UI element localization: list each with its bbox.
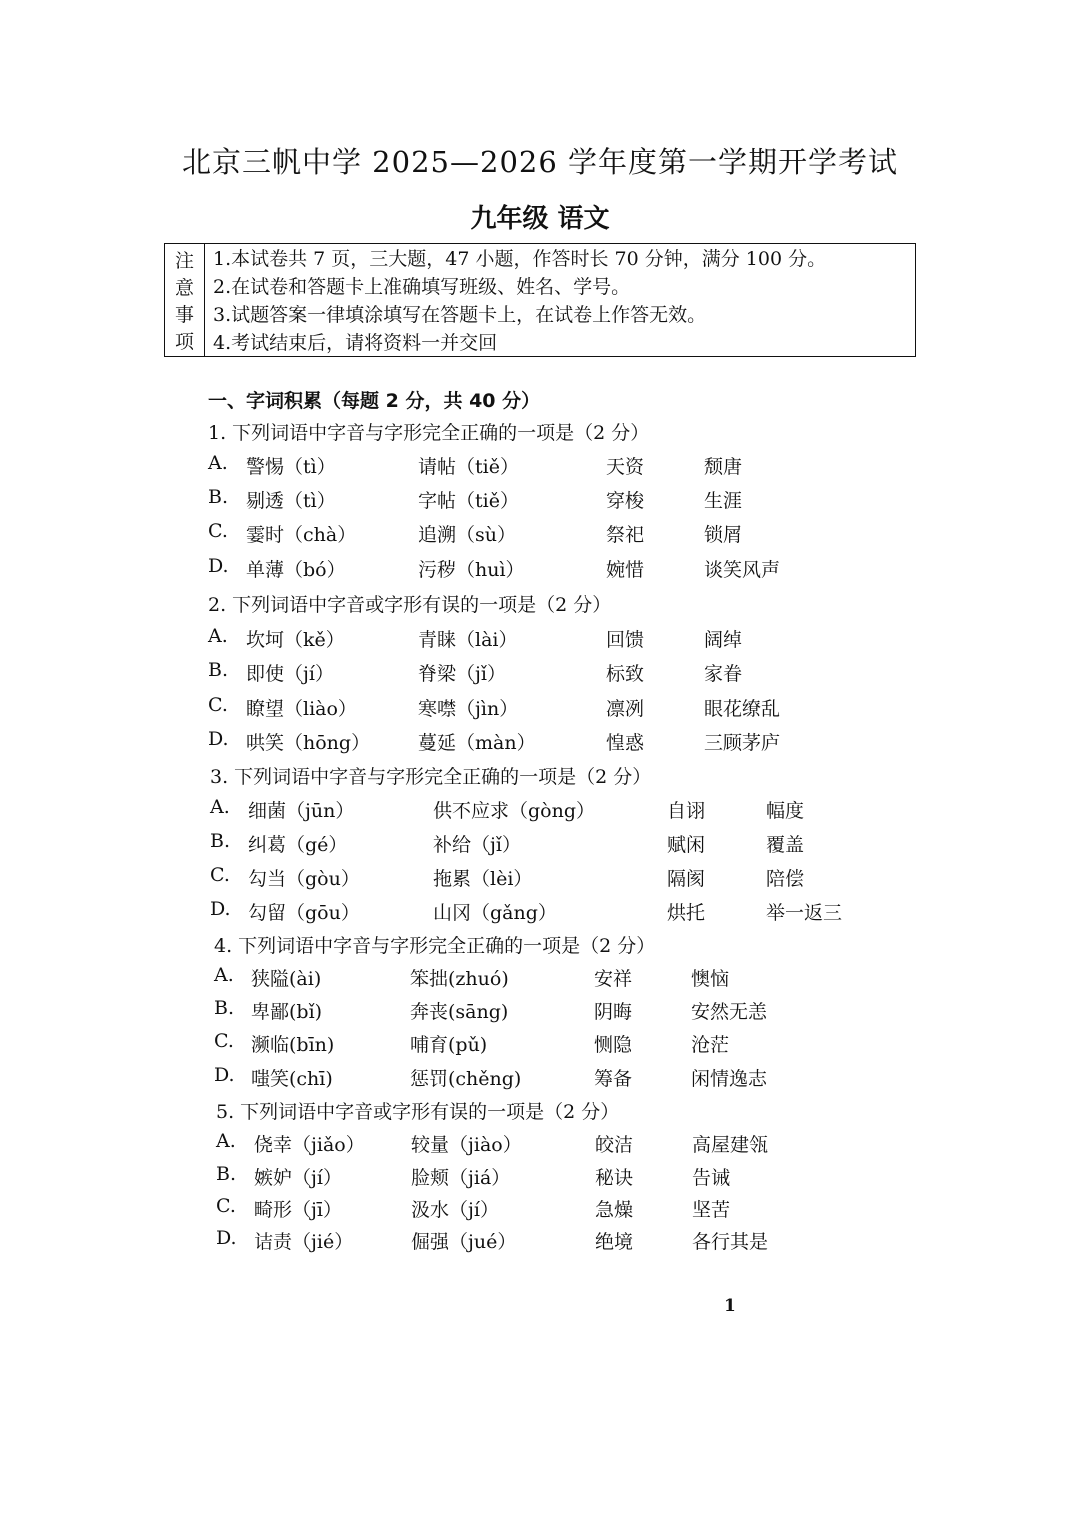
option-word-3: 惶惑 (606, 732, 645, 754)
notice-label-char: 项 (174, 331, 194, 353)
option-letter: B. (208, 659, 229, 681)
option-word-3: 秘诀 (595, 1167, 634, 1189)
option-word-3: 赋闲 (667, 834, 706, 856)
option-word-2: 寒噤（jìn） (418, 698, 519, 720)
option-word-3: 安祥 (594, 968, 633, 990)
option-word-3: 回馈 (606, 629, 645, 651)
option-word-1: 瞭望（liào） (246, 698, 357, 720)
option-word-4: 谈笑风声 (704, 559, 781, 581)
option-letter: C. (208, 694, 228, 716)
option-word-4: 坚苦 (692, 1199, 731, 1221)
question-stem: 4. 下列词语中字音与字形完全正确的一项是（2 分） (214, 935, 656, 957)
option-word-1: 侥幸（jiǎo） (254, 1134, 365, 1156)
option-word-1: 嗤笑(chī) (251, 1068, 333, 1090)
option-word-2: 惩罚(chěng) (410, 1068, 522, 1090)
option-word-4: 家眷 (704, 663, 743, 685)
option-word-1: 诘责（jié） (254, 1231, 354, 1253)
notice-item: 4.考试结束后，请将资料一并交回 (213, 332, 498, 354)
question-stem: 3. 下列词语中字音与字形完全正确的一项是（2 分） (210, 766, 652, 788)
option-word-4: 三顾茅庐 (704, 732, 781, 754)
option-word-1: 卑鄙(bǐ) (251, 1001, 323, 1023)
notice-item: 2.在试卷和答题卡上准确填写班级、姓名、学号。 (213, 276, 631, 298)
notice-label (165, 244, 205, 356)
option-letter: B. (208, 486, 229, 508)
option-word-3: 婉惜 (606, 559, 645, 581)
option-word-1: 嫉妒（jí） (254, 1167, 342, 1189)
option-letter: A. (208, 625, 228, 647)
option-word-4: 各行其是 (692, 1231, 769, 1253)
option-word-3: 祭祀 (606, 524, 645, 546)
exam-title: 北京三帆中学 2025—2026 学年度第一学期开学考试 (181, 145, 899, 179)
option-word-2: 脸颊（jiá） (411, 1167, 511, 1189)
option-word-3: 恻隐 (594, 1034, 633, 1056)
option-word-2: 脊梁（jǐ） (418, 663, 506, 685)
option-word-3: 阴晦 (594, 1001, 633, 1023)
option-word-1: 狭隘(ài) (251, 968, 322, 990)
page-number: 1 (724, 1296, 736, 1316)
exam-subtitle: 九年级 语文 (470, 204, 610, 234)
option-letter: C. (216, 1195, 236, 1217)
option-letter: B. (214, 997, 235, 1019)
notice-label-char: 注 (174, 250, 194, 272)
option-word-2: 山冈（gǎng） (433, 902, 557, 924)
option-word-4: 陪偿 (766, 868, 805, 890)
option-word-4: 高屋建瓴 (692, 1134, 769, 1156)
option-word-3: 标致 (606, 663, 645, 685)
option-word-2: 奔丧(sāng) (410, 1001, 509, 1023)
option-word-2: 倔强（jué） (411, 1231, 517, 1253)
option-word-3: 隔阂 (667, 868, 706, 890)
option-letter: D. (208, 728, 229, 750)
notice-item: 1.本试卷共 7 页，三大题，47 小题，作答时长 70 分钟，满分 100 分。 (213, 248, 827, 270)
option-word-3: 烘托 (667, 902, 706, 924)
notice-box (164, 243, 916, 357)
option-word-1: 勾当（gòu） (248, 868, 360, 890)
option-word-2: 笨拙(zhuó) (410, 968, 509, 990)
option-word-4: 闲情逸志 (691, 1068, 768, 1090)
option-word-2: 拖累（lèi） (433, 868, 533, 890)
option-letter: C. (208, 520, 228, 542)
option-word-4: 阔绰 (704, 629, 743, 651)
section-title: 一、字词积累（每题 2 分，共 40 分） (208, 390, 541, 412)
option-word-4: 锁屑 (704, 524, 743, 546)
notice-label-char: 事 (174, 304, 194, 326)
option-word-4: 安然无恙 (691, 1001, 768, 1023)
option-word-3: 自诩 (667, 800, 706, 822)
option-word-3: 天资 (606, 456, 645, 478)
option-word-3: 凛冽 (606, 698, 645, 720)
notice-item: 3.试题答案一律填涂填写在答题卡上，在试卷上作答无效。 (213, 304, 707, 326)
option-word-1: 霎时（chà） (246, 524, 357, 546)
option-word-4: 生涯 (704, 490, 743, 512)
option-letter: A. (208, 452, 228, 474)
option-word-1: 细菌（jūn） (248, 800, 355, 822)
option-word-4: 懊恼 (691, 968, 730, 990)
option-word-2: 供不应求（gòng） (433, 800, 596, 822)
option-word-2: 青睐（lài） (418, 629, 518, 651)
option-word-3: 绝境 (595, 1231, 634, 1253)
option-letter: B. (216, 1163, 237, 1185)
option-letter: C. (210, 864, 230, 886)
option-word-2: 哺育(pǔ) (410, 1034, 488, 1056)
option-letter: B. (210, 830, 231, 852)
option-letter: D. (214, 1064, 235, 1086)
option-word-1: 即使（jí） (246, 663, 334, 685)
option-word-2: 补给（jǐ） (433, 834, 521, 856)
option-word-1: 剔透（tì） (246, 490, 336, 512)
option-word-2: 污秽（huì） (418, 559, 525, 581)
option-word-2: 追溯（sù） (418, 524, 516, 546)
option-word-1: 警惕（tì） (246, 456, 336, 478)
notice-items (205, 244, 915, 356)
option-word-1: 畸形（jī） (254, 1199, 342, 1221)
option-word-2: 较量（jiào） (411, 1134, 522, 1156)
option-word-2: 请帖（tiě） (418, 456, 519, 478)
option-word-2: 汲水（jí） (411, 1199, 499, 1221)
notice-label-char: 意 (174, 277, 194, 299)
option-word-1: 哄笑（hōng） (246, 732, 371, 754)
question-stem: 5. 下列词语中字音或字形有误的一项是（2 分） (216, 1101, 620, 1123)
option-letter: A. (214, 964, 234, 986)
option-word-4: 举一返三 (766, 902, 843, 924)
option-word-1: 坎坷（kě） (246, 629, 345, 651)
option-word-4: 沧茫 (691, 1034, 730, 1056)
option-word-4: 颓唐 (704, 456, 743, 478)
option-letter: D. (216, 1227, 237, 1249)
option-word-2: 字帖（tiě） (418, 490, 519, 512)
option-word-1: 濒临(bīn) (251, 1034, 335, 1056)
option-word-1: 纠葛（gé） (248, 834, 348, 856)
option-letter: D. (208, 555, 229, 577)
option-word-1: 单薄（bó） (246, 559, 346, 581)
option-letter: C. (214, 1030, 234, 1052)
option-word-3: 急燥 (595, 1199, 634, 1221)
option-word-1: 勾留（gōu） (248, 902, 360, 924)
question-stem: 1. 下列词语中字音与字形完全正确的一项是（2 分） (208, 422, 650, 444)
option-word-4: 覆盖 (766, 834, 805, 856)
question-stem: 2. 下列词语中字音或字形有误的一项是（2 分） (208, 594, 612, 616)
option-word-4: 眼花缭乱 (704, 698, 781, 720)
option-letter: A. (210, 796, 230, 818)
option-word-4: 幅度 (766, 800, 805, 822)
option-word-2: 蔓延（màn） (418, 732, 536, 754)
option-word-4: 告诫 (692, 1167, 731, 1189)
option-letter: A. (216, 1130, 236, 1152)
option-word-3: 穿梭 (606, 490, 645, 512)
option-word-3: 皎洁 (595, 1134, 634, 1156)
option-word-3: 筹备 (594, 1068, 633, 1090)
option-letter: D. (210, 898, 231, 920)
